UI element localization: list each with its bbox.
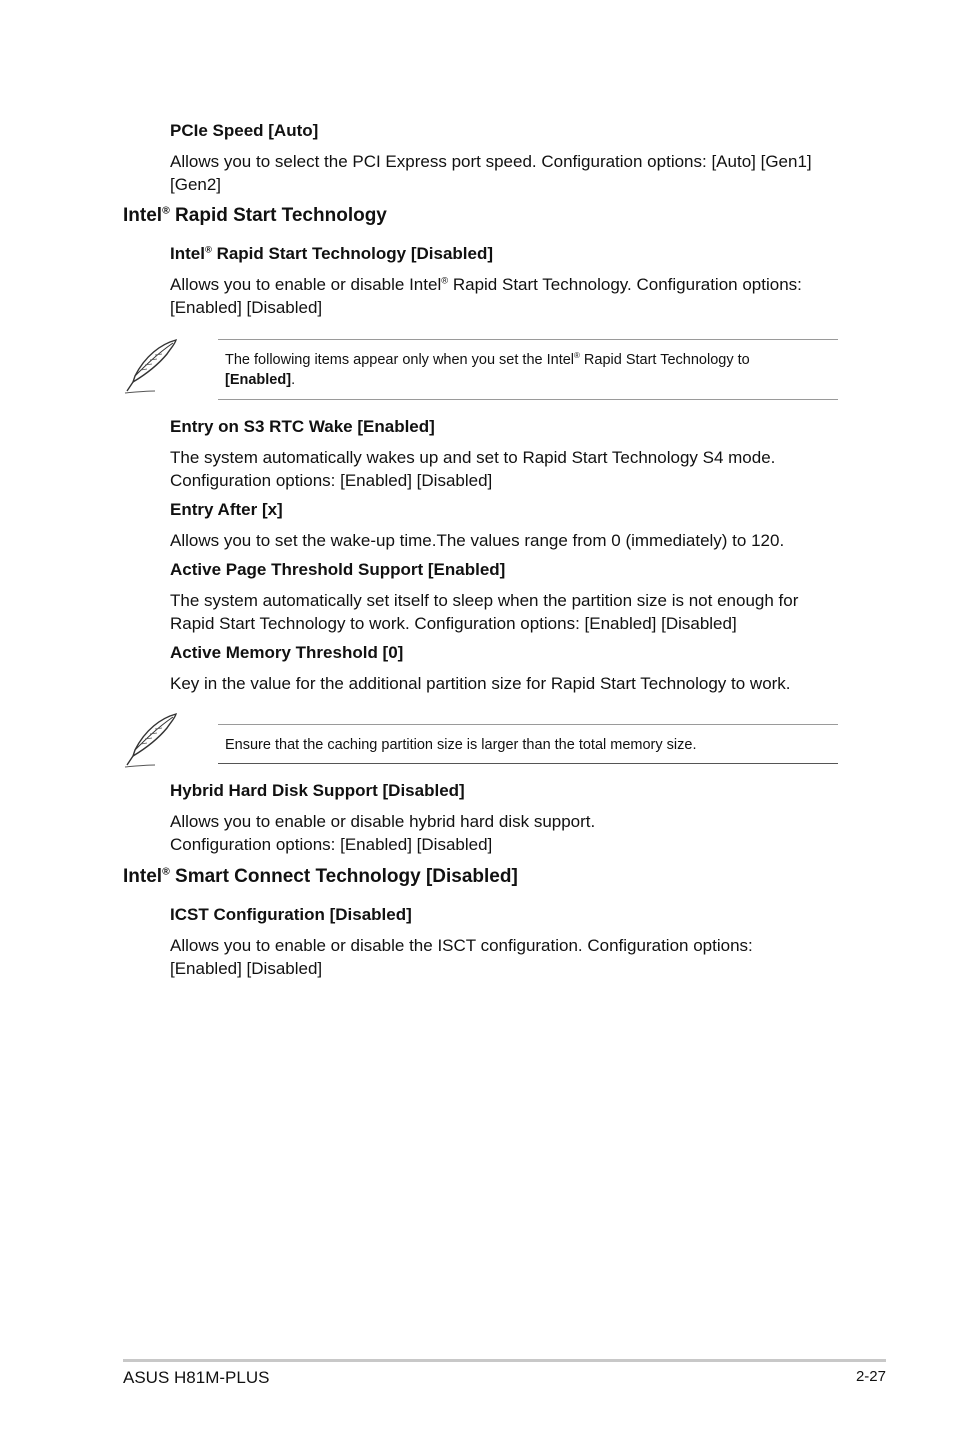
active-page-threshold-description: The system automatically set itself to sleep when the partition size is not enough for Rapid Start Technology to work. Configuration options: [Enabled] [Disabled] xyxy=(170,591,799,633)
rapid-start-item-heading: Intel® Rapid Start Technology [Disabled] xyxy=(170,244,493,263)
active-page-threshold-heading: Active Page Threshold Support [Enabled] xyxy=(170,560,506,579)
s3-rtc-wake-heading: Entry on S3 RTC Wake [Enabled] xyxy=(170,417,435,436)
active-memory-threshold-description: Key in the value for the additional partition size for Rapid Start Technology to work. xyxy=(170,674,791,693)
footer-rule xyxy=(123,1359,886,1362)
hybrid-hard-disk-description: Allows you to enable or disable hybrid hard disk support. Configuration options: [Enabled] [Disabled] xyxy=(170,812,596,854)
entry-after-heading: Entry After [x] xyxy=(170,500,283,519)
entry-after-description: Allows you to set the wake-up time.The values range from 0 (immediately) to 120. xyxy=(170,531,785,550)
s3-rtc-wake-description: The system automatically wakes up and set to Rapid Start Technology S4 mode. Configuration options: [Enabled] [Disabled] xyxy=(170,448,776,490)
footer-product-name: ASUS H81M-PLUS xyxy=(123,1368,270,1387)
icst-configuration-heading: ICST Configuration [Disabled] xyxy=(170,905,412,924)
icst-configuration-description: Allows you to enable or disable the ISCT configuration. Configuration options: [Enabled] [Disabled] xyxy=(170,936,753,978)
note-caching-partition: Ensure that the caching partition size is larger than the total memory size. xyxy=(225,737,697,753)
note-bottom-rule xyxy=(218,763,838,764)
note-top-rule xyxy=(218,724,838,725)
smart-connect-section-title: Intel® Smart Connect Technology [Disabled] xyxy=(123,866,518,887)
note-rapid-start-enabled: The following items appear only when you set the Intel® Rapid Start Technology to [Enabled]. xyxy=(225,351,750,388)
note-bottom-rule xyxy=(218,399,838,400)
rapid-start-section-title: Intel® Rapid Start Technology xyxy=(123,205,387,226)
footer-page-number: 2-27 xyxy=(855,1368,886,1385)
active-memory-threshold-heading: Active Memory Threshold [0] xyxy=(170,643,404,662)
feather-pen-icon xyxy=(121,336,181,396)
pcie-speed-description: Allows you to select the PCI Express port speed. Configuration options: [Auto] [Gen1] [Gen2] xyxy=(170,152,812,194)
pcie-speed-heading: PCIe Speed [Auto] xyxy=(170,121,319,140)
hybrid-hard-disk-heading: Hybrid Hard Disk Support [Disabled] xyxy=(170,781,465,800)
note-top-rule xyxy=(218,339,838,340)
feather-pen-icon xyxy=(121,710,181,770)
rapid-start-description: Allows you to enable or disable Intel® Rapid Start Technology. Configuration options: [Enabled] [Disabled] xyxy=(170,275,802,317)
